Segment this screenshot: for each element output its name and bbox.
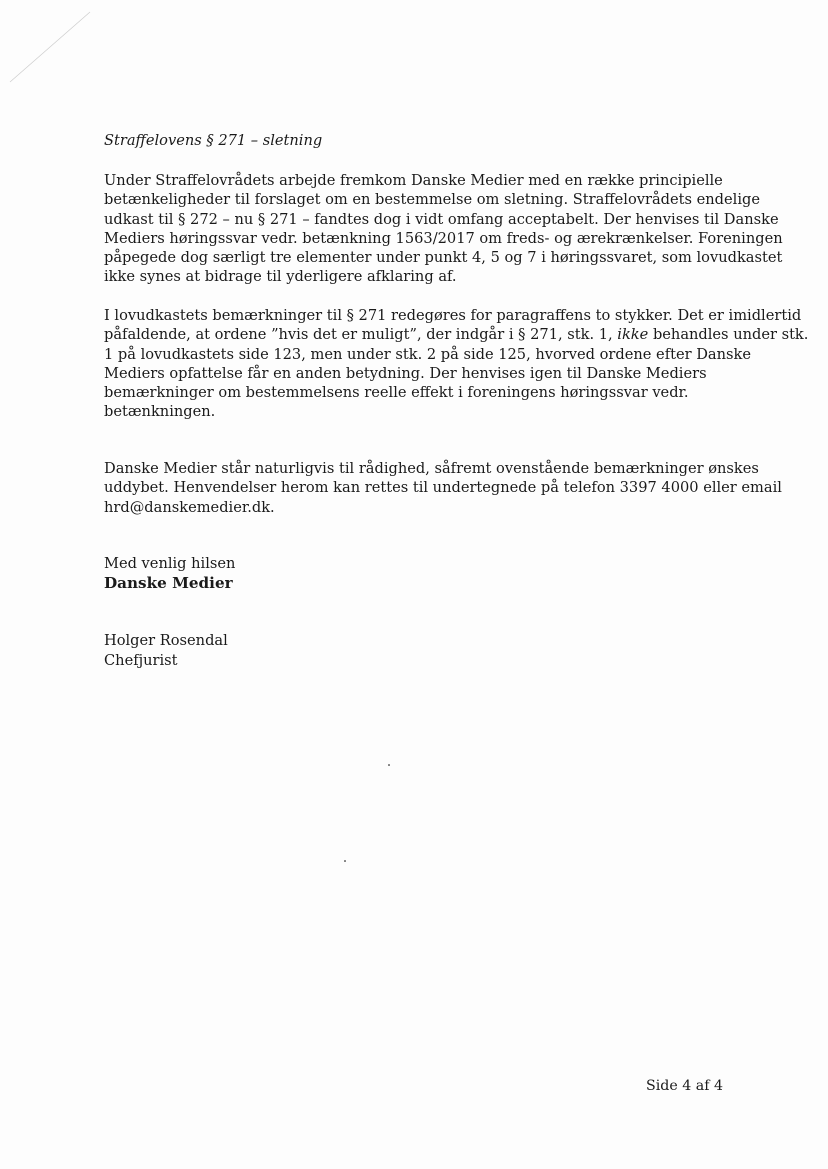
closing-salutation: Med venlig hilsen bbox=[104, 555, 236, 572]
paragraph-2-line bbox=[104, 325, 809, 344]
section-heading: Straffelovens § 271 – sletning bbox=[104, 132, 323, 149]
corner-fold-line bbox=[0, 0, 100, 90]
paragraph-2-line: 1 på lovudkastets side 123, men under stk. 2 på side 125, hvorved ordene efter Danske bbox=[104, 345, 751, 363]
paragraph-3-line: Danske Medier står naturligvis til rådighed, såfremt ovenstående bemærkninger ønskes bbox=[104, 460, 759, 477]
organization-name: Danske Medier bbox=[104, 574, 233, 592]
signatory-title: Chefjurist bbox=[104, 652, 178, 669]
paragraph-1 bbox=[104, 171, 783, 287]
paragraph-1-line: ikke synes at bidrage til yderligere afklaring af. bbox=[104, 268, 457, 286]
paragraph-1-line: udkast til § 272 – nu § 271 – fandtes dog i vidt omfang acceptabelt. Der henvises til Danske bbox=[104, 210, 779, 228]
paragraph-2-line: bemærkninger om bestemmelsens reelle effekt i foreningens høringssvar vedr. bbox=[104, 384, 689, 402]
scan-speck bbox=[344, 860, 346, 862]
paragraph-3-line: uddybet. Henvendelser herom kan rettes til undertegnede på telefon 3397 4000 eller email bbox=[104, 479, 782, 497]
paragraph-2 bbox=[104, 306, 809, 422]
paragraph-1-line: betænkeligheder til forslaget om en bestemmelse om sletning. Straffelovrådets endelige bbox=[104, 191, 760, 209]
paragraph-3 bbox=[104, 459, 782, 517]
paragraph-1-line: påpegede dog særligt tre elementer under punkt 4, 5 og 7 i høringssvaret, som lovudkastet bbox=[104, 249, 783, 267]
signatory-name: Holger Rosendal bbox=[104, 632, 228, 649]
paragraph-3-line: hrd@danskemedier.dk. bbox=[104, 498, 275, 516]
paragraph-1-line: Under Straffelovrådets arbejde fremkom Danske Medier med en række principielle bbox=[104, 172, 723, 189]
paragraph-2-line: betænkningen. bbox=[104, 403, 216, 421]
paragraph-2-line: I lovudkastets bemærkninger til § 271 redegøres for paragraffens to stykker. Det er imidlertid bbox=[104, 307, 802, 324]
paragraph-2-line-start: påfaldende, at ordene ”hvis det er muligt”, der indgår i § 271, stk. 1, bbox=[104, 326, 613, 344]
paragraph-2-line: Mediers opfattelse får en anden betydning. Der henvises igen til Danske Mediers bbox=[104, 364, 707, 382]
paragraph-2-line-end: behandles under stk. bbox=[652, 326, 809, 344]
emphasis-ikke: ikke bbox=[617, 326, 649, 344]
page-number: Side 4 af 4 bbox=[646, 1078, 724, 1094]
paragraph-1-line: Mediers høringssvar vedr. betænkning 1563/2017 om freds- og ærekrænkelser. Foreningen bbox=[104, 229, 783, 247]
scan-speck bbox=[388, 764, 390, 766]
